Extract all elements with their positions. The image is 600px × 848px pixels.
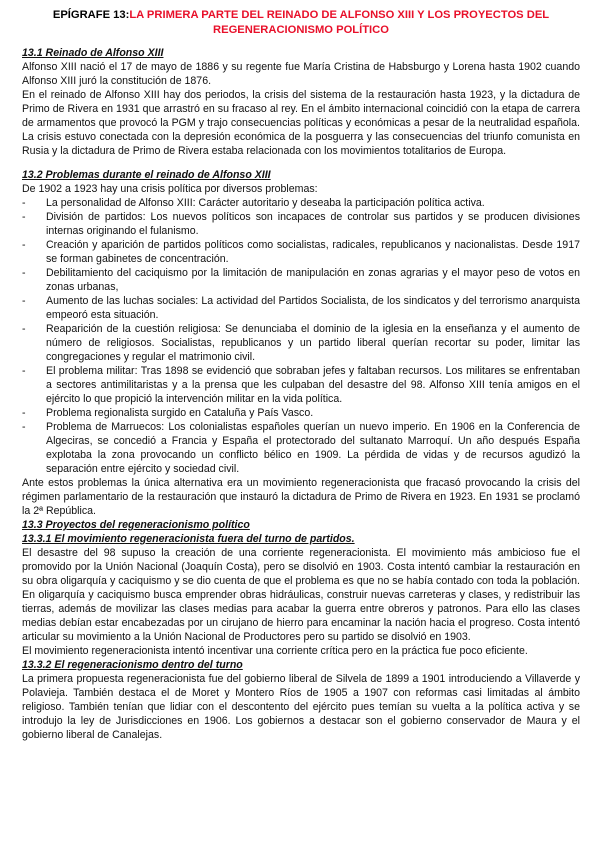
section-13-2-outro: Ante estos problemas la única alternativa era un movimiento regeneracionista que fracasó provocando la crisis del régimen parlamentario de la restauración que instauró la dictadura de Primo de Rivera en 1923. En 1931 se proclamó la 2ª República.	[22, 477, 580, 517]
section-13-1-paragraph-2: En el reinado de Alfonso XIII hay dos periodos, la crisis del sistema de la restauración hasta 1923, y la dictadura de Primo de Rivera en 1931 que arrastró en su fracaso al rey. En el ámbito internacional coincidió con la etapa de carrera de armamentos que provocó la PGM y trajo consecuencias políticas y económicas a pesar de la neutralidad española. La crisis estuvo conectada con la depresión económica de la posguerra y las consecuencias del triunfo comunista en Rusia y la dictadura de Primo de Rivera estaba relacionada con los movimientos totalitarios de Europa.	[22, 89, 580, 157]
list-item	[22, 420, 580, 476]
list-item	[22, 294, 580, 322]
section-13-3-1-paragraph-2: El movimiento regeneracionista intentó incentivar una corriente crítica pero en la práctica fue poco eficiente.	[22, 645, 528, 657]
list-dash: -	[22, 365, 26, 377]
list-item-text: Problema regionalista surgido en Cataluña y País Vasco.	[46, 407, 314, 419]
list-item	[22, 238, 580, 266]
section-13-3-2-paragraph-1: La primera propuesta regeneracionista fue del gobierno liberal de Silvela de 1899 a 1901 introduciendo a Villaverde y Polavieja. También destaca el de Moret y Montero Ríos de 1905 a 1907 con reformas casi limitadas al ámbito religioso. También tenían que lidiar con el descontento del ejército pues temían su vuelta a la política activa y se introdujo la ley de Jurisdicciones en 1906. Los gobiernos a destacar son el gobierno conservador de Maura y el gobierno liberal de Canalejas.	[22, 673, 580, 741]
list-item	[22, 322, 580, 364]
section-13-3-1-paragraph-1: El desastre del 98 supuso la creación de una corriente regeneracionista. El movimiento más ambicioso fue el promovido por la Unión Nacional (Joaquín Costa), pero se disolvió en 1903. Costa intentó cambiar la restauración en su obra oligarquía y caciquismo y se dio cuenta de que el problema es que no se había contado con toda la población. En oligarquía y caciquismo busca emprender obras hidráulicas, construir nuevas carreteras y clases, y redistribuir las tierras, además de movilizar las clases medias para acabar la guerra entre obreros y patronos. Para ello las clases medias debían estar encabezadas por un cirujano de hierro para encaminar la nación hacia el progreso. Costa intentó articular su movimiento a la Unión Nacional de Productores pero su partido se disolvió en 1903.	[22, 547, 580, 643]
section-13-2-heading: 13.2 Problemas durante el reinado de Alfonso XIII	[22, 169, 271, 181]
list-item	[22, 406, 580, 420]
list-item-text: Reaparición de la cuestión religiosa: Se denunciaba el dominio de la iglesia en la enseñanza y el aumento de número de religiosos. Socialistas, republicanos y un partido liberal querían recortar su poder, limitar las congregaciones y regular el matrimonio civil.	[46, 323, 580, 363]
list-dash: -	[22, 211, 26, 223]
list-dash: -	[22, 197, 26, 209]
list-item-text: Problema de Marruecos: Los colonialistas españoles querían un nuevo imperio. En 1906 en la Conferencia de Algeciras, se concedió a Francia y España el protectorado del sultanato Marroquí. Un año después España explotaba la zona provocando un conflicto bélico en 1909. La pérdida de vidas y de recursos agudizó la separación entre ejército y sociedad civil.	[46, 421, 580, 475]
document-title	[22, 8, 580, 38]
list-dash: -	[22, 323, 26, 335]
list-dash: -	[22, 407, 26, 419]
section-13-2-intro: De 1902 a 1923 hay una crisis política por diversos problemas:	[22, 183, 318, 195]
list-item-text: El problema militar: Tras 1898 se evidenció que sobraban jefes y faltaban recursos. Los militares se enfrentaban a sectores antimilitaristas y a la prensa que les culpaban del desastre del 98. Alfonso XIII tenía amigos en el ejército lo que propició la intervención militar en la vida política.	[46, 365, 580, 405]
list-item-text: Creación y aparición de partidos políticos como socialistas, radicales, republicanos y nacionalistas. Desde 1917 se forman gabinetes de concentración.	[46, 239, 580, 265]
list-item	[22, 266, 580, 294]
list-dash: -	[22, 421, 26, 433]
list-item-text: Aumento de las luchas sociales: La actividad del Partidos Socialista, de los sindicatos y del terrorismo anarquista empeoró esta situación.	[46, 295, 580, 321]
list-dash: -	[22, 295, 26, 307]
list-item	[22, 210, 580, 238]
list-item-text: La personalidad de Alfonso XIII: Carácter autoritario y deseaba la participación política activa.	[46, 197, 485, 209]
section-13-1-paragraph-1: Alfonso XIII nació el 17 de mayo de 1886 y su regente fue María Cristina de Habsburgo y Lorena hasta 1902 cuando Alfonso XIII juró la constitución de 1876.	[22, 61, 580, 87]
section-13-3-2-heading: 13.3.2 El regeneracionismo dentro del turno	[22, 659, 243, 671]
title-lead: EPÍGRAFE 13:	[52, 9, 130, 21]
title-rest: LA PRIMERA PARTE DEL REINADO DE ALFONSO XIII Y LOS PROYECTOS DEL REGENERACIONISMO POLÍTICO	[129, 9, 550, 36]
list-item	[22, 196, 580, 210]
problems-list	[22, 196, 580, 476]
section-13-3-heading: 13.3 Proyectos del regeneracionismo político	[22, 519, 250, 531]
list-dash: -	[22, 267, 26, 279]
list-dash: -	[22, 239, 26, 251]
list-item	[22, 364, 580, 406]
list-item-text: División de partidos: Los nuevos políticos son incapaces de controlar sus partidos y se producen divisiones internas originando el fulanismo.	[46, 211, 580, 237]
section-13-1-heading: 13.1 Reinado de Alfonso XIII	[22, 47, 164, 59]
section-13-3-1-heading: 13.3.1 El movimiento regeneracionista fuera del turno de partidos.	[22, 533, 355, 545]
list-item-text: Debilitamiento del caciquismo por la limitación de manipulación en zonas agrarias y el mayor peso de votos en zonas urbanas,	[46, 267, 580, 293]
